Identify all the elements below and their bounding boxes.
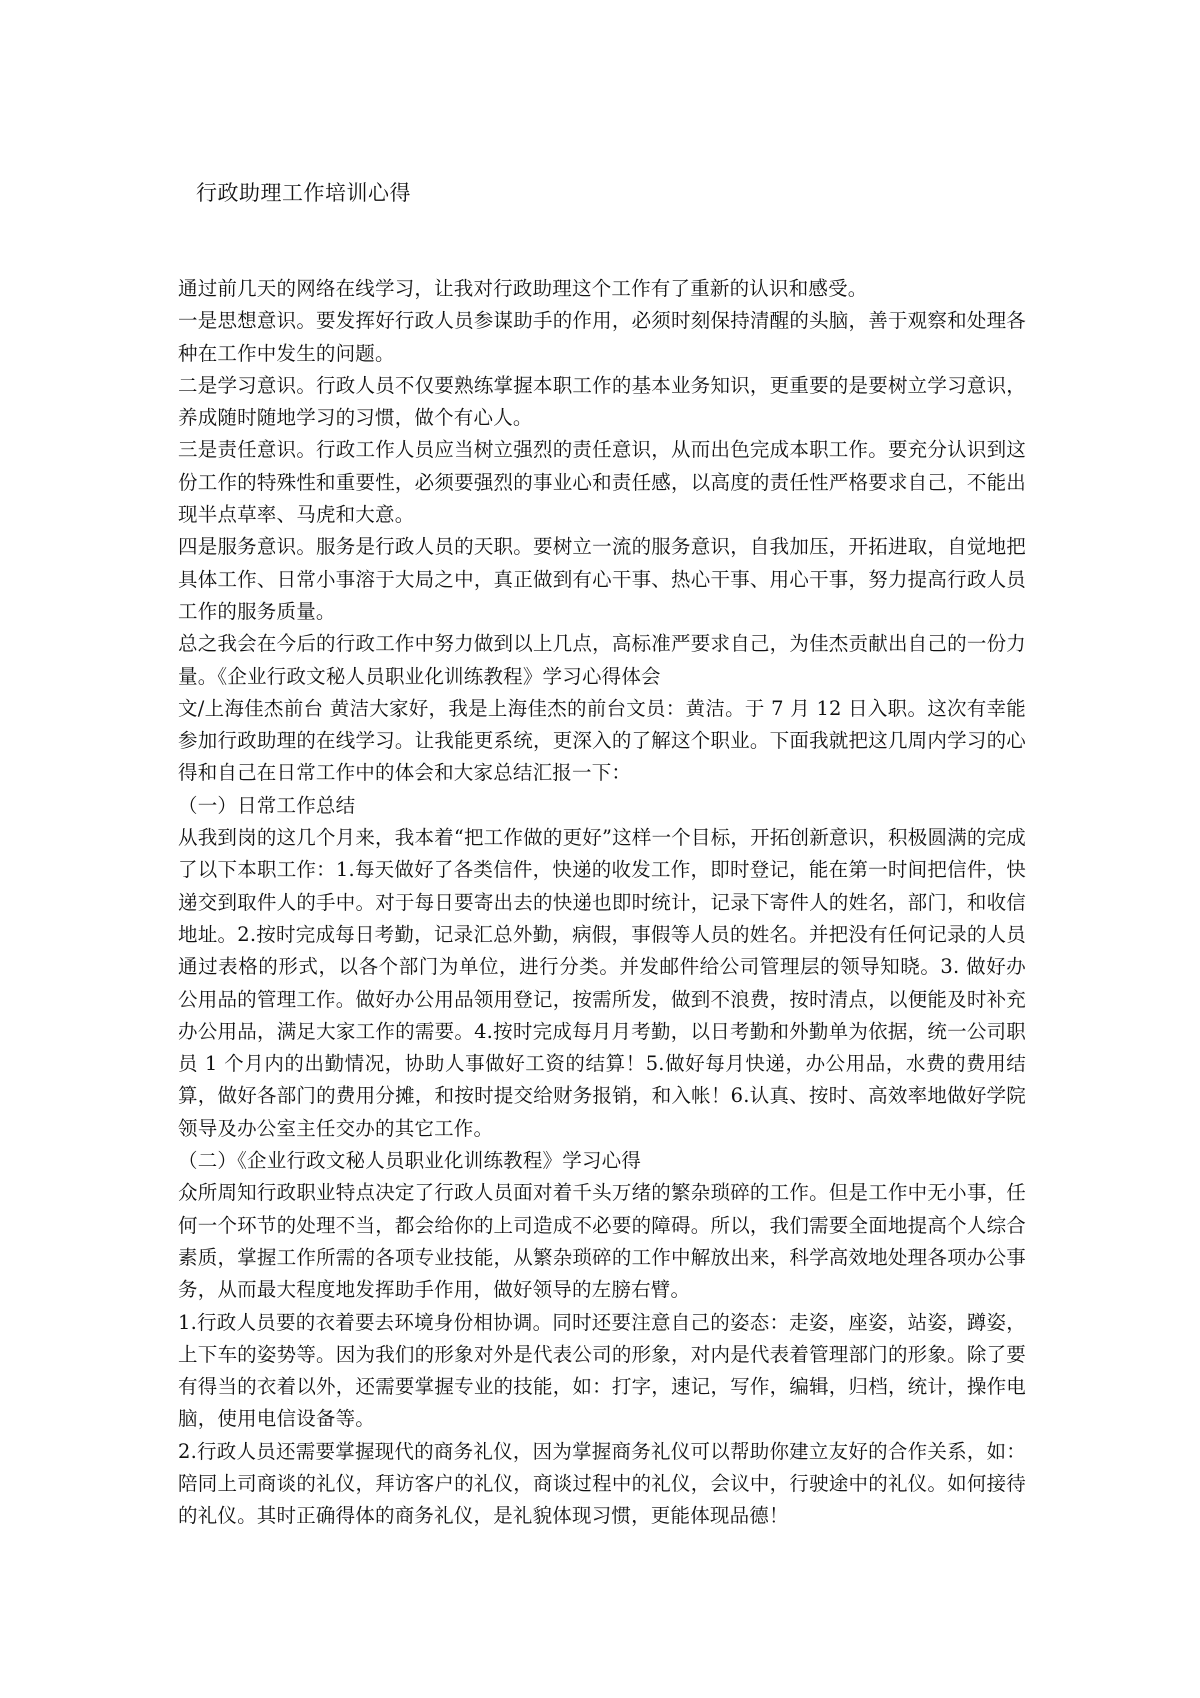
document-title: 行政助理工作培训心得 <box>196 181 411 205</box>
paragraph-attire-and-skills: 1.行政人员要的衣着要去环境身份相协调。同时还要注意自己的姿态：走姿，座姿，站姿，蹲姿，上下车的姿势等。因为我们的形象对外是代表公司的形象，对内是代表着管理部门的形象。除了要有得当的衣着以外，还需要掌握专业的技能，如：打字，速记，写作，编辑，归档，统计，操作电脑，使用电信设备等。 <box>178 1310 1026 1431</box>
document-body <box>178 273 1026 1533</box>
paragraph-service-awareness: 四是服务意识。服务是行政人员的天职。要树立一流的服务意识，自我加压，开拓进取，自觉地把具体工作、日常小事溶于大局之中，真正做到有心干事、热心干事、用心干事，努力提高行政人员工作的服务质量。 <box>178 535 1026 623</box>
paragraph-responsibility-awareness: 三是责任意识。行政工作人员应当树立强烈的责任意识，从而出色完成本职工作。要充分认识到这份工作的特殊性和重要性，必须要强烈的事业心和责任感，以高度的责任性严格要求自己，不能出现半点草率、马虎和大意。 <box>178 438 1026 527</box>
paragraph-learning-awareness: 二是学习意识。行政人员不仅要熟练掌握本职工作的基本业务知识，更重要的是要树立学习意识，养成随时随地学习的习惯，做个有心人。 <box>178 373 1026 430</box>
paragraph-conclusion: 总之我会在今后的行政工作中努力做到以上几点，高标准严要求自己，为佳杰贡献出自己的一份力量。《企业行政文秘人员职业化训练教程》学习心得体会 <box>178 632 1026 688</box>
section-heading-course-notes: （二）《企业行政文秘人员职业化训练教程》学习心得 <box>178 1149 642 1173</box>
paragraph-thinking-awareness: 一是思想意识。要发挥好行政人员参谋助手的作用，必须时刻保持清醒的头脑，善于观察和处理各种在工作中发生的问题。 <box>178 309 1026 365</box>
section-heading-daily-work: （一）日常工作总结 <box>178 793 356 817</box>
paragraph-admin-characteristics: 众所周知行政职业特点决定了行政人员面对着千头万绪的繁杂琐碎的工作。但是工作中无小事，任何一个环节的处理不当，都会给你的上司造成不必要的障碍。所以，我们需要全面地提高个人综合素质，掌握工作所需的各项专业技能，从繁杂琐碎的工作中解放出来，科学高效地处理各项办公事务，从而最大程度地发挥助手作用，做好领导的左膀右臂。 <box>178 1181 1026 1302</box>
paragraph-business-etiquette: 2.行政人员还需要掌握现代的商务礼仪，因为掌握商务礼仪可以帮助你建立友好的合作关系，如：陪同上司商谈的礼仪，拜访客户的礼仪，商谈过程中的礼仪，会议中，行驶途中的礼仪。如何接待的礼仪。其时正确得体的商务礼仪，是礼貌体现习惯，更能体现品德！ <box>178 1439 1026 1528</box>
paragraph-daily-work-summary: 从我到岗的这几个月来，我本着“把工作做的更好”这样一个目标，开拓创新意识，积极圆满的完成了以下本职工作：1.每天做好了各类信件，快递的收发工作，即时登记，能在第一时间把信件，快递交到取件人的手中。对于每日要寄出去的快递也即时统计，记录下寄件人的姓名，部门，和收信地址。2.按时完成每日考勤，记录汇总外勤，病假，事假等人员的姓名。并把没有任何记录的人员通过表格的形式，以各个部门为单位，进行分类。并发邮件给公司管理层的领导知晓。3. 做好办公用品的管理工作。做好办公用品领用登记，按需所发，做到不浪费，按时清点，以便能及时补充办公用品，满足大家工作的需要。4.按时完成每月月考勤，以日考勤和外勤单为依据，统一公司职员 1 个月内的出勤情况，协助人事做好工资的结算！5.做好每月快递，办公用品，水费的费用结算，做好各部门的费用分摊，和按时提交给财务报销，和入帐！6.认真、按时、高效率地做好学院领导及办公室主任交办的其它工作。 <box>178 826 1026 1140</box>
paragraph-author-intro: 文/上海佳杰前台 黄洁大家好，我是上海佳杰的前台文员：黄洁。于 7 月 12 日入职。这次有幸能参加行政助理的在线学习。让我能更系统，更深入的了解这个职业。下面我就把这几周内学习的心得和自己在日常工作中的体会和大家总结汇报一下： <box>178 696 1026 785</box>
paragraph-intro: 通过前几天的网络在线学习，让我对行政助理这个工作有了重新的认识和感受。 <box>178 277 868 300</box>
